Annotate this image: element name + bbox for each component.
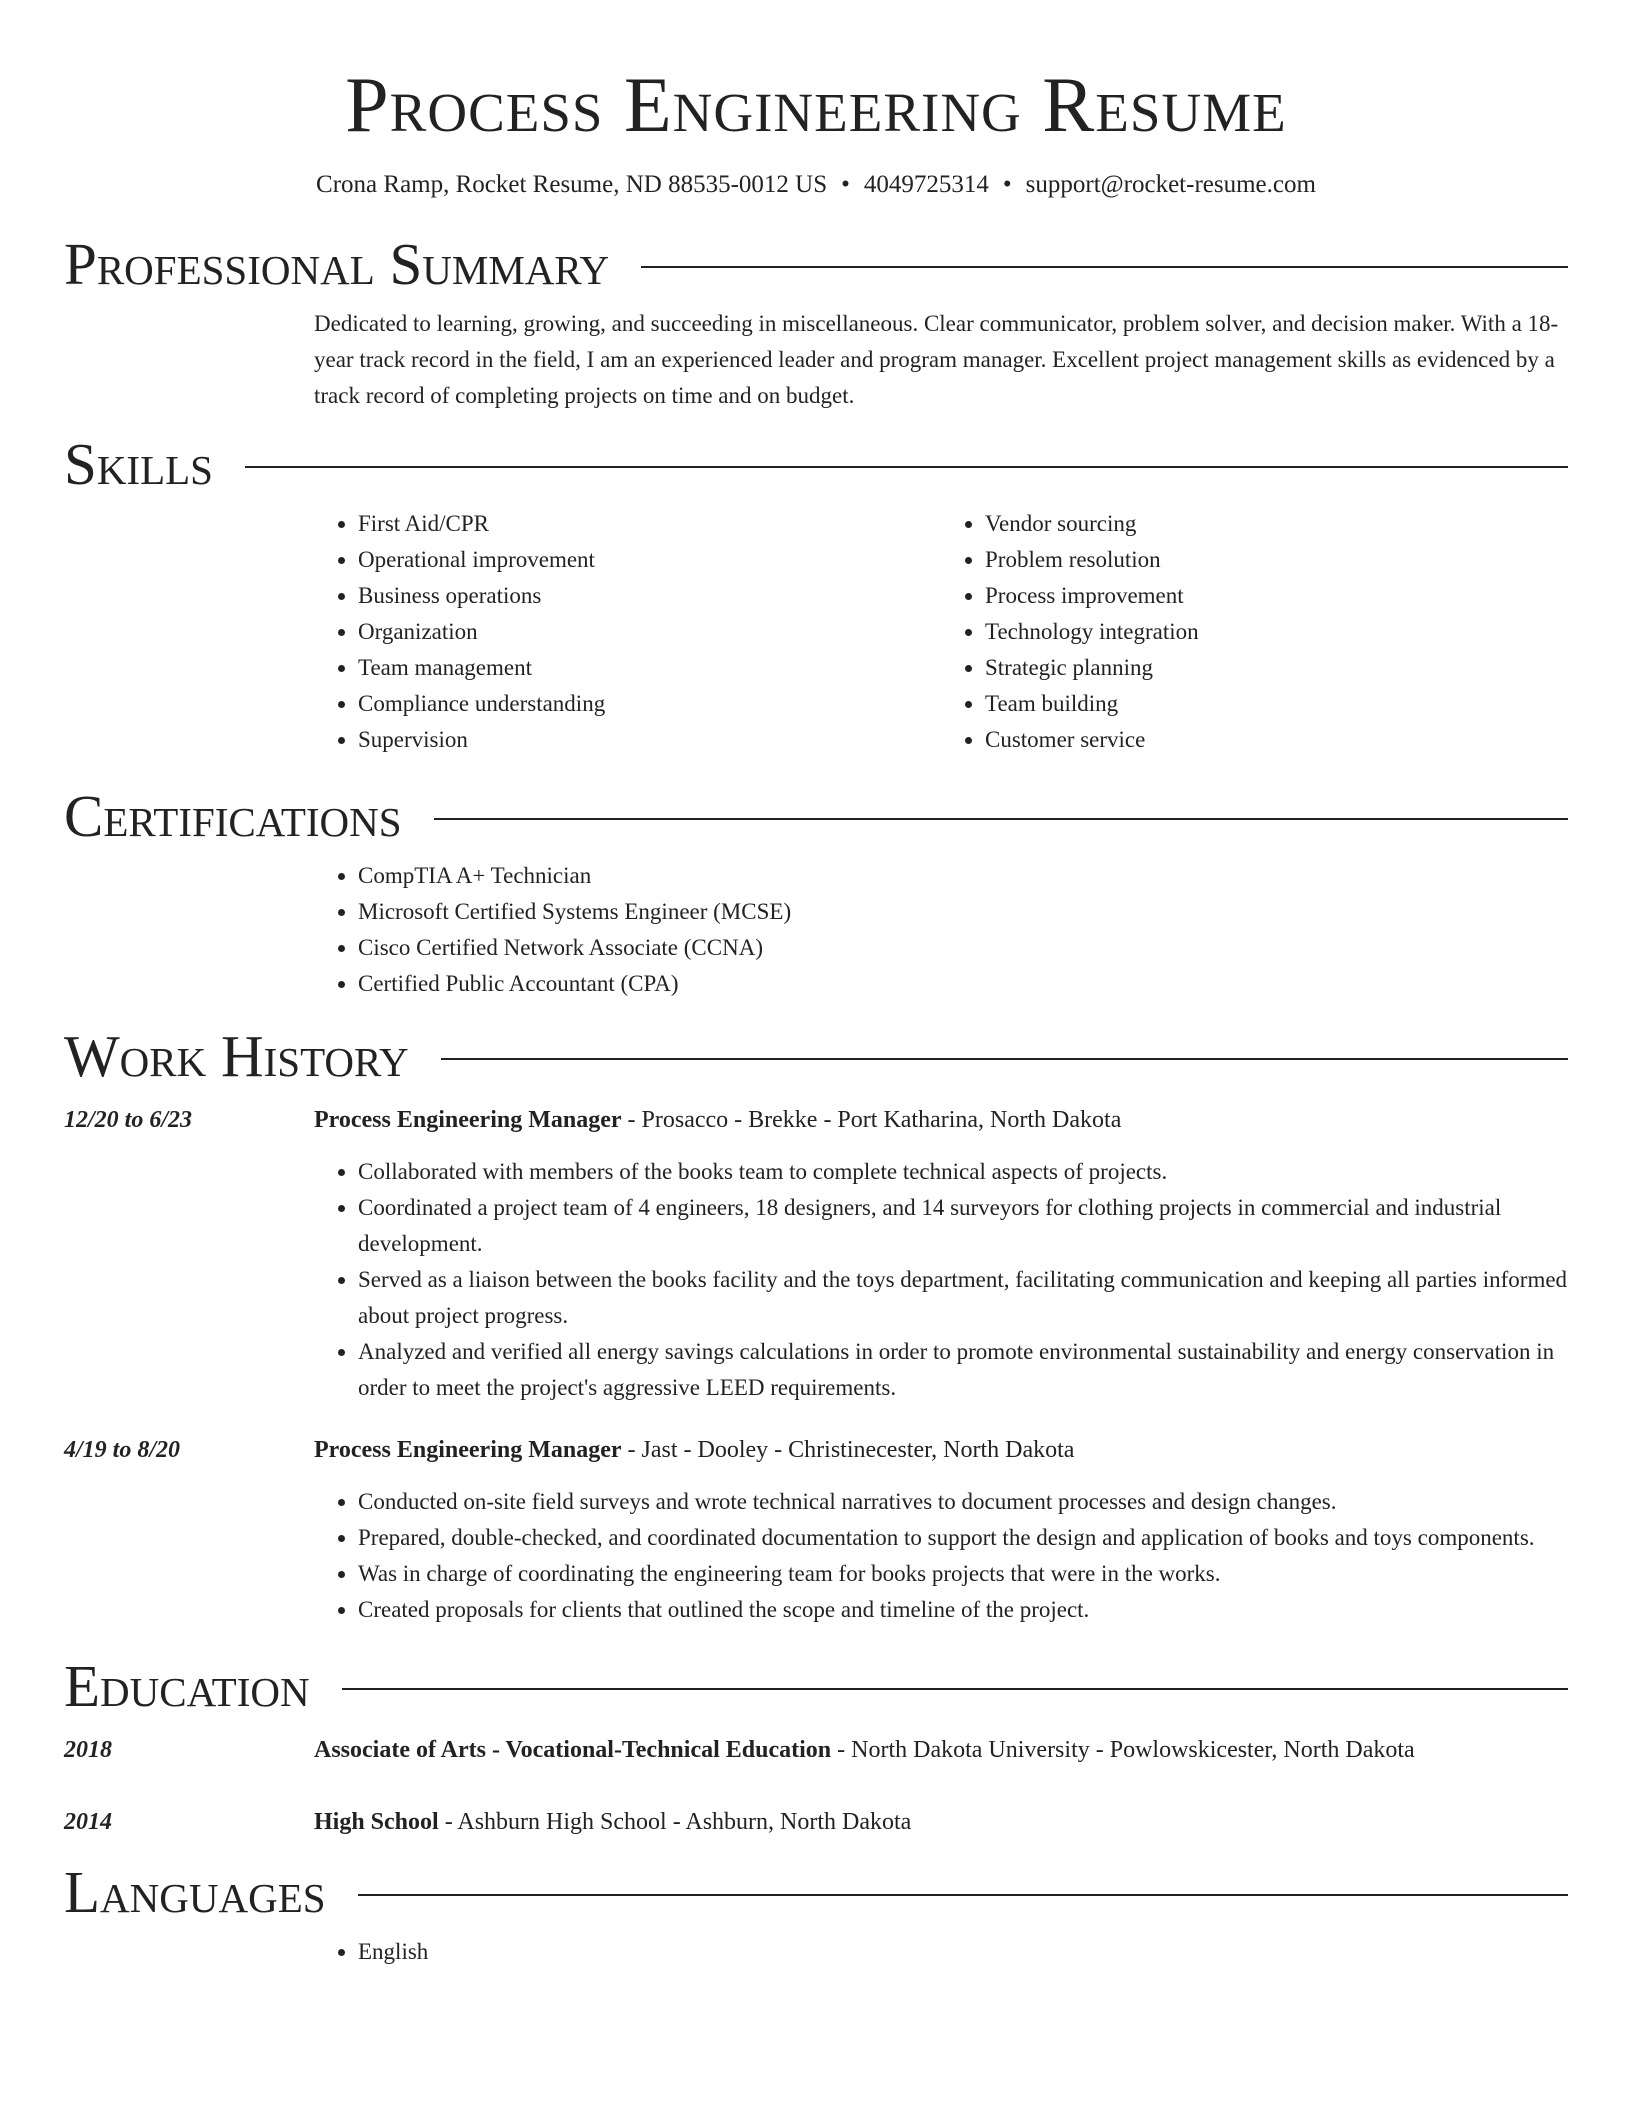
skill-item: • Customer service	[985, 722, 1568, 758]
certification-item: • Cisco Certified Network Associate (CCNA)	[358, 930, 1568, 966]
contact-phone: 4049725314	[863, 171, 989, 198]
job-bullet: • Created proposals for clients that outlined the scope and timeline of the project.	[358, 1592, 1568, 1628]
skill-item: • Supervision	[358, 722, 941, 758]
education-degree: Associate of Arts - Vocational-Technical Education	[314, 1737, 832, 1763]
job-title: Process Engineering Manager	[314, 1437, 622, 1463]
section-divider	[342, 1688, 1568, 1690]
skills-section-header	[64, 432, 1568, 496]
skill-item: • Compliance understanding	[358, 686, 941, 722]
education-year: 2014	[64, 1809, 112, 1835]
contact-line	[64, 170, 1568, 200]
skills-left-column	[314, 506, 941, 758]
job-header	[64, 1432, 1568, 1468]
section-divider	[358, 1894, 1568, 1896]
certification-item: • CompTIA A+ Technician	[358, 858, 1568, 894]
education-details-line	[314, 1732, 1568, 1768]
job-title: Process Engineering Manager	[314, 1107, 622, 1133]
job-bullet: • Prepared, double-checked, and coordinated documentation to support the design and application of books and toys components.	[358, 1520, 1568, 1556]
education-entry	[64, 1732, 1568, 1768]
section-divider	[434, 818, 1568, 820]
job-bullet: • Conducted on-site field surveys and wrote technical narratives to document processes and design changes.	[358, 1484, 1568, 1520]
job-entry	[64, 1102, 1568, 1406]
certification-item: • Certified Public Accountant (CPA)	[358, 966, 1568, 1002]
skill-item: • Problem resolution	[985, 542, 1568, 578]
contact-email: support@rocket-resume.com	[1025, 171, 1316, 198]
education-list	[64, 1732, 1568, 1840]
education-details: - Ashburn High School - Ashburn, North Dakota	[438, 1809, 912, 1835]
job-bullet-list	[314, 1484, 1568, 1628]
skill-item: • First Aid/CPR	[358, 506, 941, 542]
skill-item: • Organization	[358, 614, 941, 650]
languages-list	[314, 1934, 1568, 1970]
summary-section-header	[64, 232, 1568, 296]
education-degree: High School	[314, 1809, 439, 1835]
certifications-heading: Certifications	[64, 783, 402, 849]
skill-item: • Technology integration	[985, 614, 1568, 650]
certifications-section-header	[64, 784, 1568, 848]
job-bullet: • Collaborated with members of the books team to complete technical aspects of projects.	[358, 1154, 1568, 1190]
skills-heading: Skills	[64, 431, 213, 497]
education-year: 2018	[64, 1737, 112, 1763]
work-history-list	[64, 1102, 1568, 1628]
education-details-line	[314, 1804, 1568, 1840]
language-item: • English	[358, 1934, 1568, 1970]
job-details: - Jast - Dooley - Christinecester, North Dakota	[621, 1437, 1075, 1463]
education-entry	[64, 1804, 1568, 1840]
languages-content	[314, 1934, 1568, 1970]
summary-heading: Professional Summary	[64, 231, 610, 297]
skill-item: • Business operations	[358, 578, 941, 614]
section-divider	[641, 266, 1568, 268]
job-bullet: • Was in charge of coordinating the engineering team for books projects that were in the works.	[358, 1556, 1568, 1592]
job-title-line	[314, 1432, 1568, 1468]
job-bullet: • Coordinated a project team of 4 engineers, 18 designers, and 14 surveyors for clothing projects in commercial and industrial development.	[358, 1190, 1568, 1262]
summary-text: Dedicated to learning, growing, and succeeding in miscellaneous. Clear communicator, problem solver, and decision maker. With a 18-year track record in the field, I am an experienced leader and program manager. Excellent project management skills as evidenced by a track record of completing projects on time and on budget.	[314, 311, 1559, 408]
certifications-content	[314, 858, 1568, 1002]
skill-item: • Process improvement	[985, 578, 1568, 614]
contact-separator: •	[841, 171, 850, 198]
resume-title: Process Engineering Resume	[345, 61, 1287, 148]
certifications-list	[314, 858, 1568, 1002]
job-bullets	[314, 1484, 1568, 1628]
skill-item: • Vendor sourcing	[985, 506, 1568, 542]
section-divider	[441, 1058, 1568, 1060]
job-dates: 4/19 to 8/20	[64, 1437, 181, 1463]
section-divider	[245, 466, 1568, 468]
education-section-header	[64, 1654, 1568, 1718]
job-bullets	[314, 1154, 1568, 1406]
job-header	[64, 1102, 1568, 1138]
certification-item: • Microsoft Certified Systems Engineer (MCSE)	[358, 894, 1568, 930]
skill-item: • Team building	[985, 686, 1568, 722]
contact-separator: •	[1002, 171, 1012, 198]
skill-item: • Team management	[358, 650, 941, 686]
contact-address: Crona Ramp, Rocket Resume, ND 88535-0012 US	[316, 171, 828, 198]
skills-right-column	[941, 506, 1568, 758]
work-heading: Work History	[64, 1023, 409, 1089]
job-details: - Prosacco - Brekke - Port Katharina, North Dakota	[621, 1107, 1122, 1133]
languages-heading: Languages	[64, 1859, 326, 1925]
skill-item: • Operational improvement	[358, 542, 941, 578]
job-bullet: • Served as a liaison between the books facility and the toys department, facilitating communication and keeping all parties informed about project progress.	[358, 1262, 1568, 1334]
job-bullet-list	[314, 1154, 1568, 1406]
job-title-line	[314, 1102, 1568, 1138]
work-section-header	[64, 1024, 1568, 1088]
education-details: - North Dakota University - Powlowskicester, North Dakota	[831, 1737, 1415, 1763]
summary-content	[314, 306, 1568, 414]
job-dates: 12/20 to 6/23	[64, 1107, 193, 1133]
resume-page	[64, 0, 1568, 1970]
skills-list	[314, 506, 1568, 758]
languages-section-header	[64, 1860, 1568, 1924]
job-bullet: • Analyzed and verified all energy savings calculations in order to promote environmental sustainability and energy conservation in order to meet the project's aggressive LEED requirements.	[358, 1334, 1568, 1406]
skill-item: • Strategic planning	[985, 650, 1568, 686]
job-entry	[64, 1432, 1568, 1628]
education-heading: Education	[64, 1653, 310, 1719]
